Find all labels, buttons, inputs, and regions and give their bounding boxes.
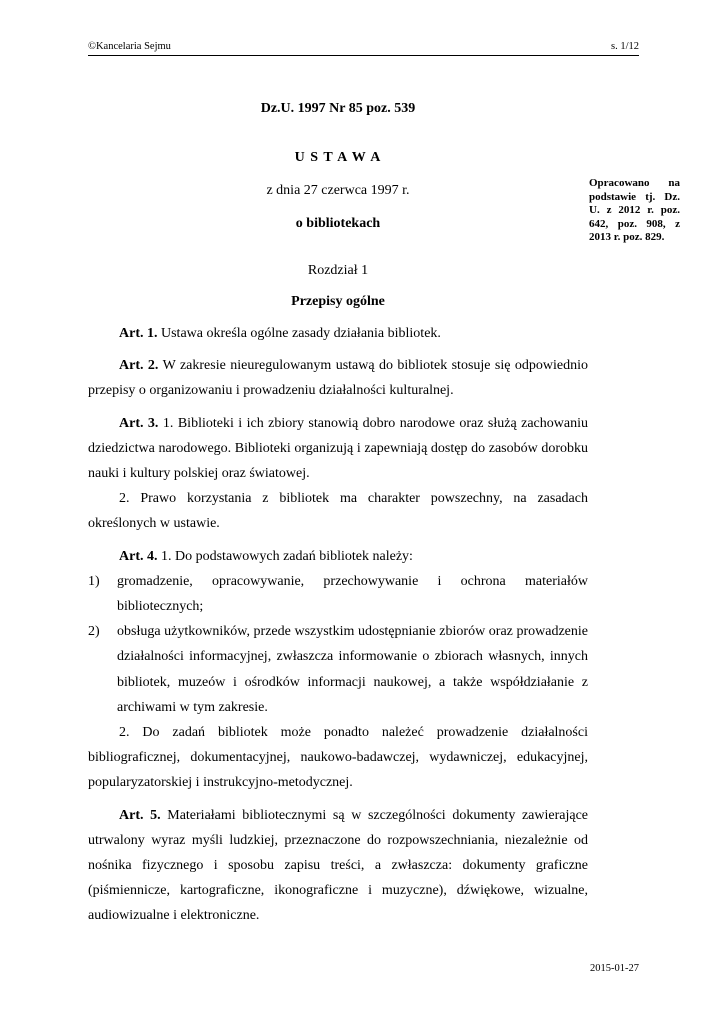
article-label: Art. 3. <box>119 415 159 431</box>
document-body <box>88 321 588 929</box>
act-subject: o bibliotekach <box>295 216 381 231</box>
list-text: gromadzenie, opracowywanie, przechowywanie i ochrona materiałów bibliotecznych; <box>117 573 588 615</box>
header-divider <box>88 55 639 56</box>
article-1 <box>88 321 588 346</box>
article-text: 1. Do podstawowych zadań bibliotek należy: <box>157 548 413 564</box>
chapter-title: Przepisy ogólne <box>291 294 385 309</box>
article-label: Art. 2. <box>119 358 159 374</box>
article-label: Art. 1. <box>119 326 158 341</box>
article-3 <box>88 411 588 487</box>
article-2 <box>88 353 588 403</box>
article-text: 1. Biblioteki i ich zbiory stanowią dobro narodowe oraz służą zachowaniu dziedzictwa narodowego. Biblioteki organizują i zapewniają dostęp do zasobów dorobku nauki i kultury polskiej oraz światowej. <box>88 415 588 482</box>
header-page-number: s. 1/12 <box>610 41 639 52</box>
article-label: Art. 4. <box>119 548 158 564</box>
chapter-number: Rozdział 1 <box>307 263 369 278</box>
list-item <box>88 569 588 619</box>
article-5 <box>88 803 588 929</box>
journal-citation: Dz.U. 1997 Nr 85 poz. 539 <box>260 101 416 116</box>
list-text: obsługa użytkowników, przede wszystkim udostępnianie zbiorów oraz prowadzenie działalności informacyjnej, zwłaszcza informowanie o zbiorach własnych, innych bibliotek, muzeów i ośrodków informacji naukowej, a także współdziałanie z archiwami w tym zakresie. <box>117 624 588 715</box>
act-date: z dnia 27 czerwca 1997 r. <box>266 183 410 198</box>
article-3-paragraph-2: 2. Prawo korzystania z bibliotek ma charakter powszechny, na zasadach określonych w ustawie. <box>88 491 588 532</box>
list-item <box>88 619 588 720</box>
article-text: Materiałami bibliotecznymi są w szczególności dokumenty zawierające utrwalony wyraz myśli ludzkiej, przeznaczone do rozpowszechniania, niezależnie od nośnika fizycznego i sposobu zapisu treści, a zwłaszcza: dokumenty graficzne (piśmiennicze, kartograficzne, ikonograficzne i muzyczne), dźwiękowe, wizualne, audiowizualne i elektroniczne. <box>88 807 588 924</box>
article-label: Art. 5. <box>119 807 161 823</box>
article-4-paragraph-2: 2. Do zadań bibliotek może ponadto należeć prowadzenie działalności bibliograficznej, dokumentacyjnej, naukowo-badawczej, wydawniczej, edukacyjnej, popularyzatorskiej i instrukcyjno-metodycznej. <box>88 725 588 791</box>
consolidation-note: Opracowano na podstawie tj. Dz. U. z 2012 r. poz. 642, poz. 908, z 2013 r. poz. 829. <box>589 177 680 243</box>
list-number: 1) <box>88 573 100 589</box>
article-4 <box>88 544 588 569</box>
list-number: 2) <box>88 624 100 640</box>
article-text: W zakresie nieuregulowanym ustawą do bibliotek stosuje się odpowiednio przepisy o organizowaniu i prowadzeniu działalności kulturalnej. <box>88 358 588 399</box>
footer-date: 2015-01-27 <box>590 963 639 974</box>
header-publisher: ©Kancelaria Sejmu <box>88 41 171 52</box>
article-text: Ustawa określa ogólne zasady działania bibliotek. <box>157 326 441 341</box>
act-type: U S T A W A <box>294 150 382 165</box>
